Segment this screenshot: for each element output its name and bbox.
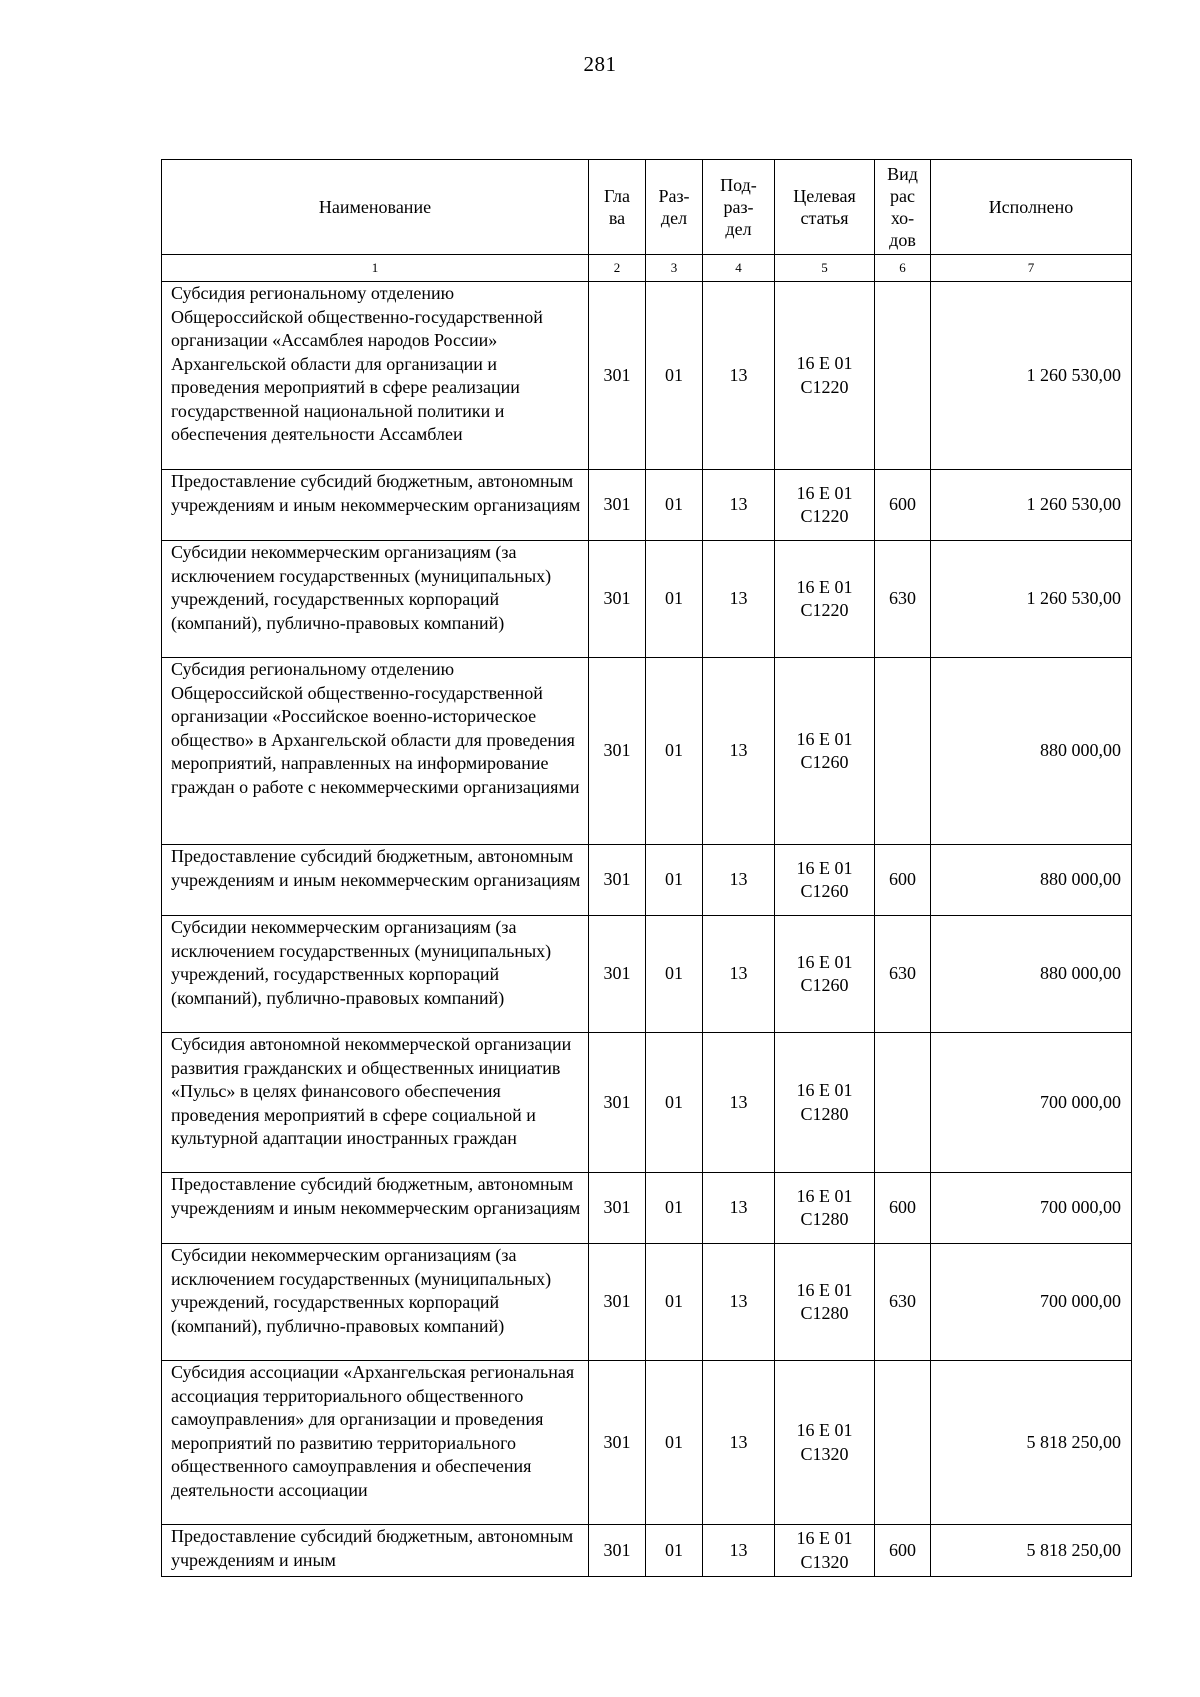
table-row	[162, 1033, 1132, 1173]
row-kind-cell: 630	[875, 541, 931, 658]
header-kind: Вид рас хо- дов	[875, 160, 931, 255]
row-subsection-cell: 13	[703, 845, 775, 916]
row-executed-cell: 5 818 250,00	[931, 1361, 1132, 1525]
row-name-cell: Предоставление субсидий бюджетным, автономным учреждениям и иным некоммерческим организациям	[162, 1173, 589, 1244]
row-subsection-cell: 13	[703, 1244, 775, 1361]
table-row	[162, 1244, 1132, 1361]
row-executed-cell: 1 260 530,00	[931, 282, 1132, 470]
header-name: Наименование	[162, 160, 589, 255]
row-executed-cell: 1 260 530,00	[931, 470, 1132, 541]
row-target-cell: 16 Е 01 С1260	[775, 658, 875, 845]
table-row	[162, 916, 1132, 1033]
row-subsection-cell: 13	[703, 1361, 775, 1525]
row-chapter-cell: 301	[589, 1033, 646, 1173]
column-number: 3	[646, 255, 703, 282]
table-header-row	[162, 160, 1132, 255]
row-chapter-cell: 301	[589, 282, 646, 470]
page-number: 281	[583, 52, 617, 76]
row-name-cell: Предоставление субсидий бюджетным, автономным учреждениям и иным некоммерческим организациям	[162, 470, 589, 541]
row-subsection-cell: 13	[703, 1033, 775, 1173]
row-subsection-cell: 13	[703, 1173, 775, 1244]
row-section-cell: 01	[646, 916, 703, 1033]
table-row	[162, 1173, 1132, 1244]
row-name-cell: Субсидия региональному отделению Общероссийской общественно-государственной организации «Российское военно-историческое общество» в Архангельской области для проведения мероприятий, направленных на информирование граждан о работе с некоммерческими организациями	[162, 658, 589, 845]
row-kind-cell	[875, 1361, 931, 1525]
row-chapter-cell: 301	[589, 541, 646, 658]
row-chapter-cell: 301	[589, 470, 646, 541]
row-chapter-cell: 301	[589, 1173, 646, 1244]
row-target-cell: 16 Е 01 С1220	[775, 470, 875, 541]
row-subsection-cell: 13	[703, 282, 775, 470]
column-number: 5	[775, 255, 875, 282]
row-kind-cell: 600	[875, 1525, 931, 1577]
row-subsection-cell: 13	[703, 916, 775, 1033]
row-chapter-cell: 301	[589, 1244, 646, 1361]
table-row	[162, 845, 1132, 916]
row-section-cell: 01	[646, 1033, 703, 1173]
row-name-cell: Субсидии некоммерческим организациям (за исключением государственных (муниципальных) учреждений, государственных корпораций (компаний), публично-правовых компаний)	[162, 1244, 589, 1361]
row-target-cell: 16 Е 01 С1260	[775, 916, 875, 1033]
row-executed-cell: 880 000,00	[931, 658, 1132, 845]
column-number: 2	[589, 255, 646, 282]
row-section-cell: 01	[646, 1244, 703, 1361]
row-section-cell: 01	[646, 658, 703, 845]
row-executed-cell: 700 000,00	[931, 1033, 1132, 1173]
row-executed-cell: 5 818 250,00	[931, 1525, 1132, 1577]
row-chapter-cell: 301	[589, 1361, 646, 1525]
row-target-cell: 16 Е 01 С1280	[775, 1033, 875, 1173]
row-chapter-cell: 301	[589, 845, 646, 916]
row-target-cell: 16 Е 01 С1280	[775, 1244, 875, 1361]
row-name-cell: Субсидии некоммерческим организациям (за исключением государственных (муниципальных) учреждений, государственных корпораций (компаний), публично-правовых компаний)	[162, 916, 589, 1033]
row-name-cell: Субсидия автономной некоммерческой организации развития гражданских и общественных инициатив «Пульс» в целях финансового обеспечения проведения мероприятий в сфере социальной и культурной адаптации иностранных граждан	[162, 1033, 589, 1173]
row-section-cell: 01	[646, 282, 703, 470]
row-subsection-cell: 13	[703, 470, 775, 541]
row-name-cell: Субсидия ассоциации «Архангельская региональная ассоциация территориального общественного самоуправления» для организации и проведения мероприятий по развитию территориального общественного самоуправления и обеспечения деятельности ассоциации	[162, 1361, 589, 1525]
row-section-cell: 01	[646, 845, 703, 916]
column-number: 6	[875, 255, 931, 282]
table-row	[162, 1361, 1132, 1525]
row-kind-cell: 630	[875, 1244, 931, 1361]
row-section-cell: 01	[646, 1361, 703, 1525]
row-name-cell: Предоставление субсидий бюджетным, автономным учреждениям и иным некоммерческим организациям	[162, 845, 589, 916]
row-chapter-cell: 301	[589, 1525, 646, 1577]
row-target-cell: 16 Е 01 С1260	[775, 845, 875, 916]
row-section-cell: 01	[646, 541, 703, 658]
row-kind-cell: 600	[875, 470, 931, 541]
row-target-cell: 16 Е 01 С1320	[775, 1361, 875, 1525]
row-executed-cell: 880 000,00	[931, 916, 1132, 1033]
header-chapter: Гла ва	[589, 160, 646, 255]
row-section-cell: 01	[646, 470, 703, 541]
header-target: Целевая статья	[775, 160, 875, 255]
column-number: 7	[931, 255, 1132, 282]
table-row	[162, 1525, 1132, 1577]
row-name-cell: Субсидии некоммерческим организациям (за исключением государственных (муниципальных) учреждений, государственных корпораций (компаний), публично-правовых компаний)	[162, 541, 589, 658]
row-kind-cell: 600	[875, 845, 931, 916]
row-name-cell: Предоставление субсидий бюджетным, автономным учреждениям и иным	[162, 1525, 589, 1577]
row-section-cell: 01	[646, 1525, 703, 1577]
table-row	[162, 541, 1132, 658]
row-subsection-cell: 13	[703, 541, 775, 658]
row-target-cell: 16 Е 01 С1320	[775, 1525, 875, 1577]
row-chapter-cell: 301	[589, 658, 646, 845]
table-row	[162, 470, 1132, 541]
column-number: 1	[162, 255, 589, 282]
row-executed-cell: 700 000,00	[931, 1173, 1132, 1244]
row-kind-cell: 600	[875, 1173, 931, 1244]
row-kind-cell	[875, 282, 931, 470]
row-kind-cell	[875, 1033, 931, 1173]
row-name-cell: Субсидия региональному отделению Общероссийской общественно-государственной организации «Ассамблея народов России» Архангельской области для организации и проведения мероприятий в сфере реализации государственной национальной политики и обеспечения деятельности Ассамблеи	[162, 282, 589, 470]
row-subsection-cell: 13	[703, 1525, 775, 1577]
row-target-cell: 16 Е 01 С1220	[775, 541, 875, 658]
row-target-cell: 16 Е 01 С1280	[775, 1173, 875, 1244]
table-row	[162, 282, 1132, 470]
header-section: Раз- дел	[646, 160, 703, 255]
row-subsection-cell: 13	[703, 658, 775, 845]
row-executed-cell: 700 000,00	[931, 1244, 1132, 1361]
column-number-row	[162, 255, 1132, 282]
row-executed-cell: 880 000,00	[931, 845, 1132, 916]
column-number: 4	[703, 255, 775, 282]
header-subsection: Под- раз- дел	[703, 160, 775, 255]
row-kind-cell: 630	[875, 916, 931, 1033]
header-executed: Исполнено	[931, 160, 1132, 255]
budget-execution-table	[161, 159, 1132, 1577]
row-target-cell: 16 Е 01 С1220	[775, 282, 875, 470]
table-row	[162, 658, 1132, 845]
row-kind-cell	[875, 658, 931, 845]
row-chapter-cell: 301	[589, 916, 646, 1033]
row-section-cell: 01	[646, 1173, 703, 1244]
row-executed-cell: 1 260 530,00	[931, 541, 1132, 658]
